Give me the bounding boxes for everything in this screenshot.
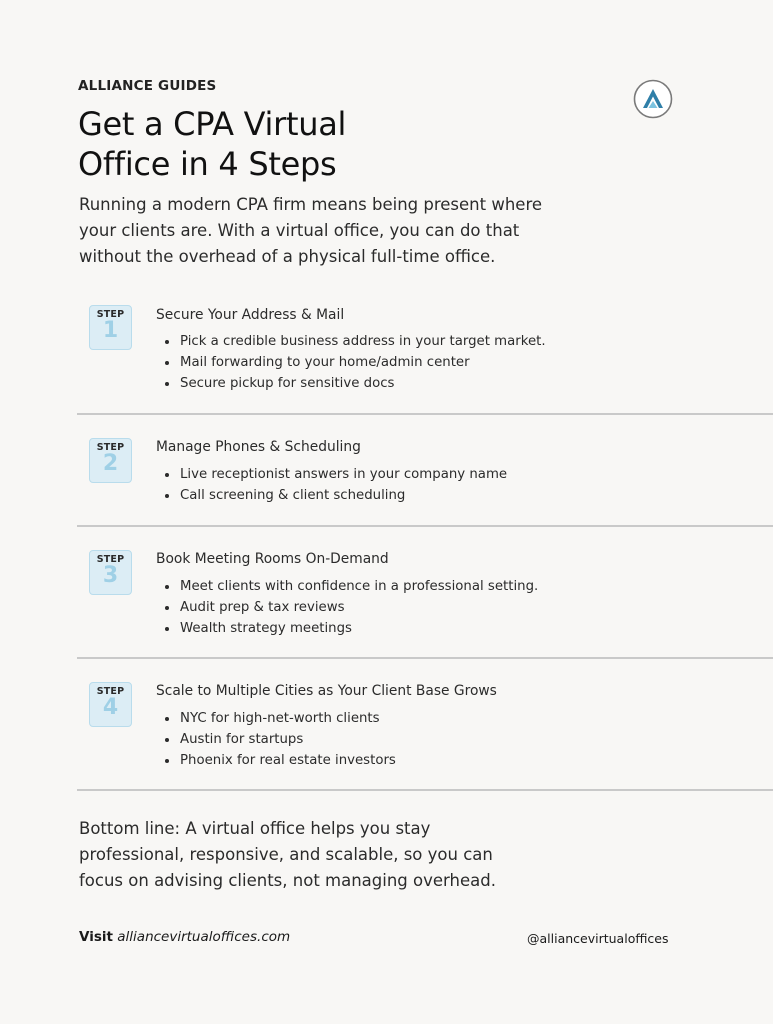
divider — [77, 789, 773, 791]
divider — [77, 413, 773, 415]
step-label: STEP — [96, 309, 125, 320]
step-bullets — [164, 331, 546, 394]
visit-label: Visit — [79, 929, 113, 945]
alliance-logo-icon — [633, 79, 673, 119]
step-label: STEP — [96, 686, 125, 697]
step-label: STEP — [96, 442, 125, 453]
step-title: Book Meeting Rooms On-Demand — [156, 551, 389, 567]
step-number: 2 — [102, 451, 119, 476]
list-item: NYC for high-net-worth clients — [164, 708, 396, 729]
social-handle[interactable]: @alliancevirtualoffices — [527, 931, 669, 946]
step-badge — [89, 438, 132, 483]
step-badge — [89, 682, 132, 727]
step-bullets — [164, 708, 396, 771]
step-number: 3 — [102, 563, 119, 588]
step-number: 1 — [102, 318, 119, 343]
divider — [77, 525, 773, 527]
list-item: Audit prep & tax reviews — [164, 597, 538, 618]
list-item: Meet clients with confidence in a professional setting. — [164, 576, 538, 597]
bottom-line-paragraph: Bottom line: A virtual office helps you stay professional, responsive, and scalable, so you can focus on advising clients, not managing overhead. — [79, 819, 496, 890]
list-item: Secure pickup for sensitive docs — [164, 373, 546, 394]
brand-label: ALLIANCE GUIDES — [78, 78, 217, 94]
divider — [77, 657, 773, 659]
step-number: 4 — [102, 695, 119, 720]
step-badge — [89, 550, 132, 595]
list-item: Call screening & client scheduling — [164, 485, 507, 506]
intro-paragraph: Running a modern CPA firm means being present where your clients are. With a virtual office, you can do that without the overhead of a physical full-time office. — [79, 195, 543, 266]
step-label: STEP — [96, 554, 125, 565]
step-badge — [89, 305, 132, 350]
step-bullets — [164, 576, 538, 639]
list-item: Austin for startups — [164, 729, 396, 750]
list-item: Live receptionist answers in your company name — [164, 464, 507, 485]
step-title: Secure Your Address & Mail — [156, 307, 345, 323]
title-line-2: Office in 4 Steps — [78, 145, 337, 183]
website-link[interactable]: alliancevirtualoffices.com — [117, 929, 291, 945]
list-item: Wealth strategy meetings — [164, 618, 538, 639]
list-item: Phoenix for real estate investors — [164, 750, 396, 771]
footer-visit — [79, 929, 290, 945]
title-line-1: Get a CPA Virtual — [78, 105, 347, 143]
page-title — [78, 104, 498, 184]
list-item: Mail forwarding to your home/admin center — [164, 352, 546, 373]
step-title: Manage Phones & Scheduling — [156, 439, 361, 455]
step-bullets — [164, 464, 507, 506]
step-title: Scale to Multiple Cities as Your Client Base Grows — [156, 683, 497, 699]
list-item: Pick a credible business address in your target market. — [164, 331, 546, 352]
